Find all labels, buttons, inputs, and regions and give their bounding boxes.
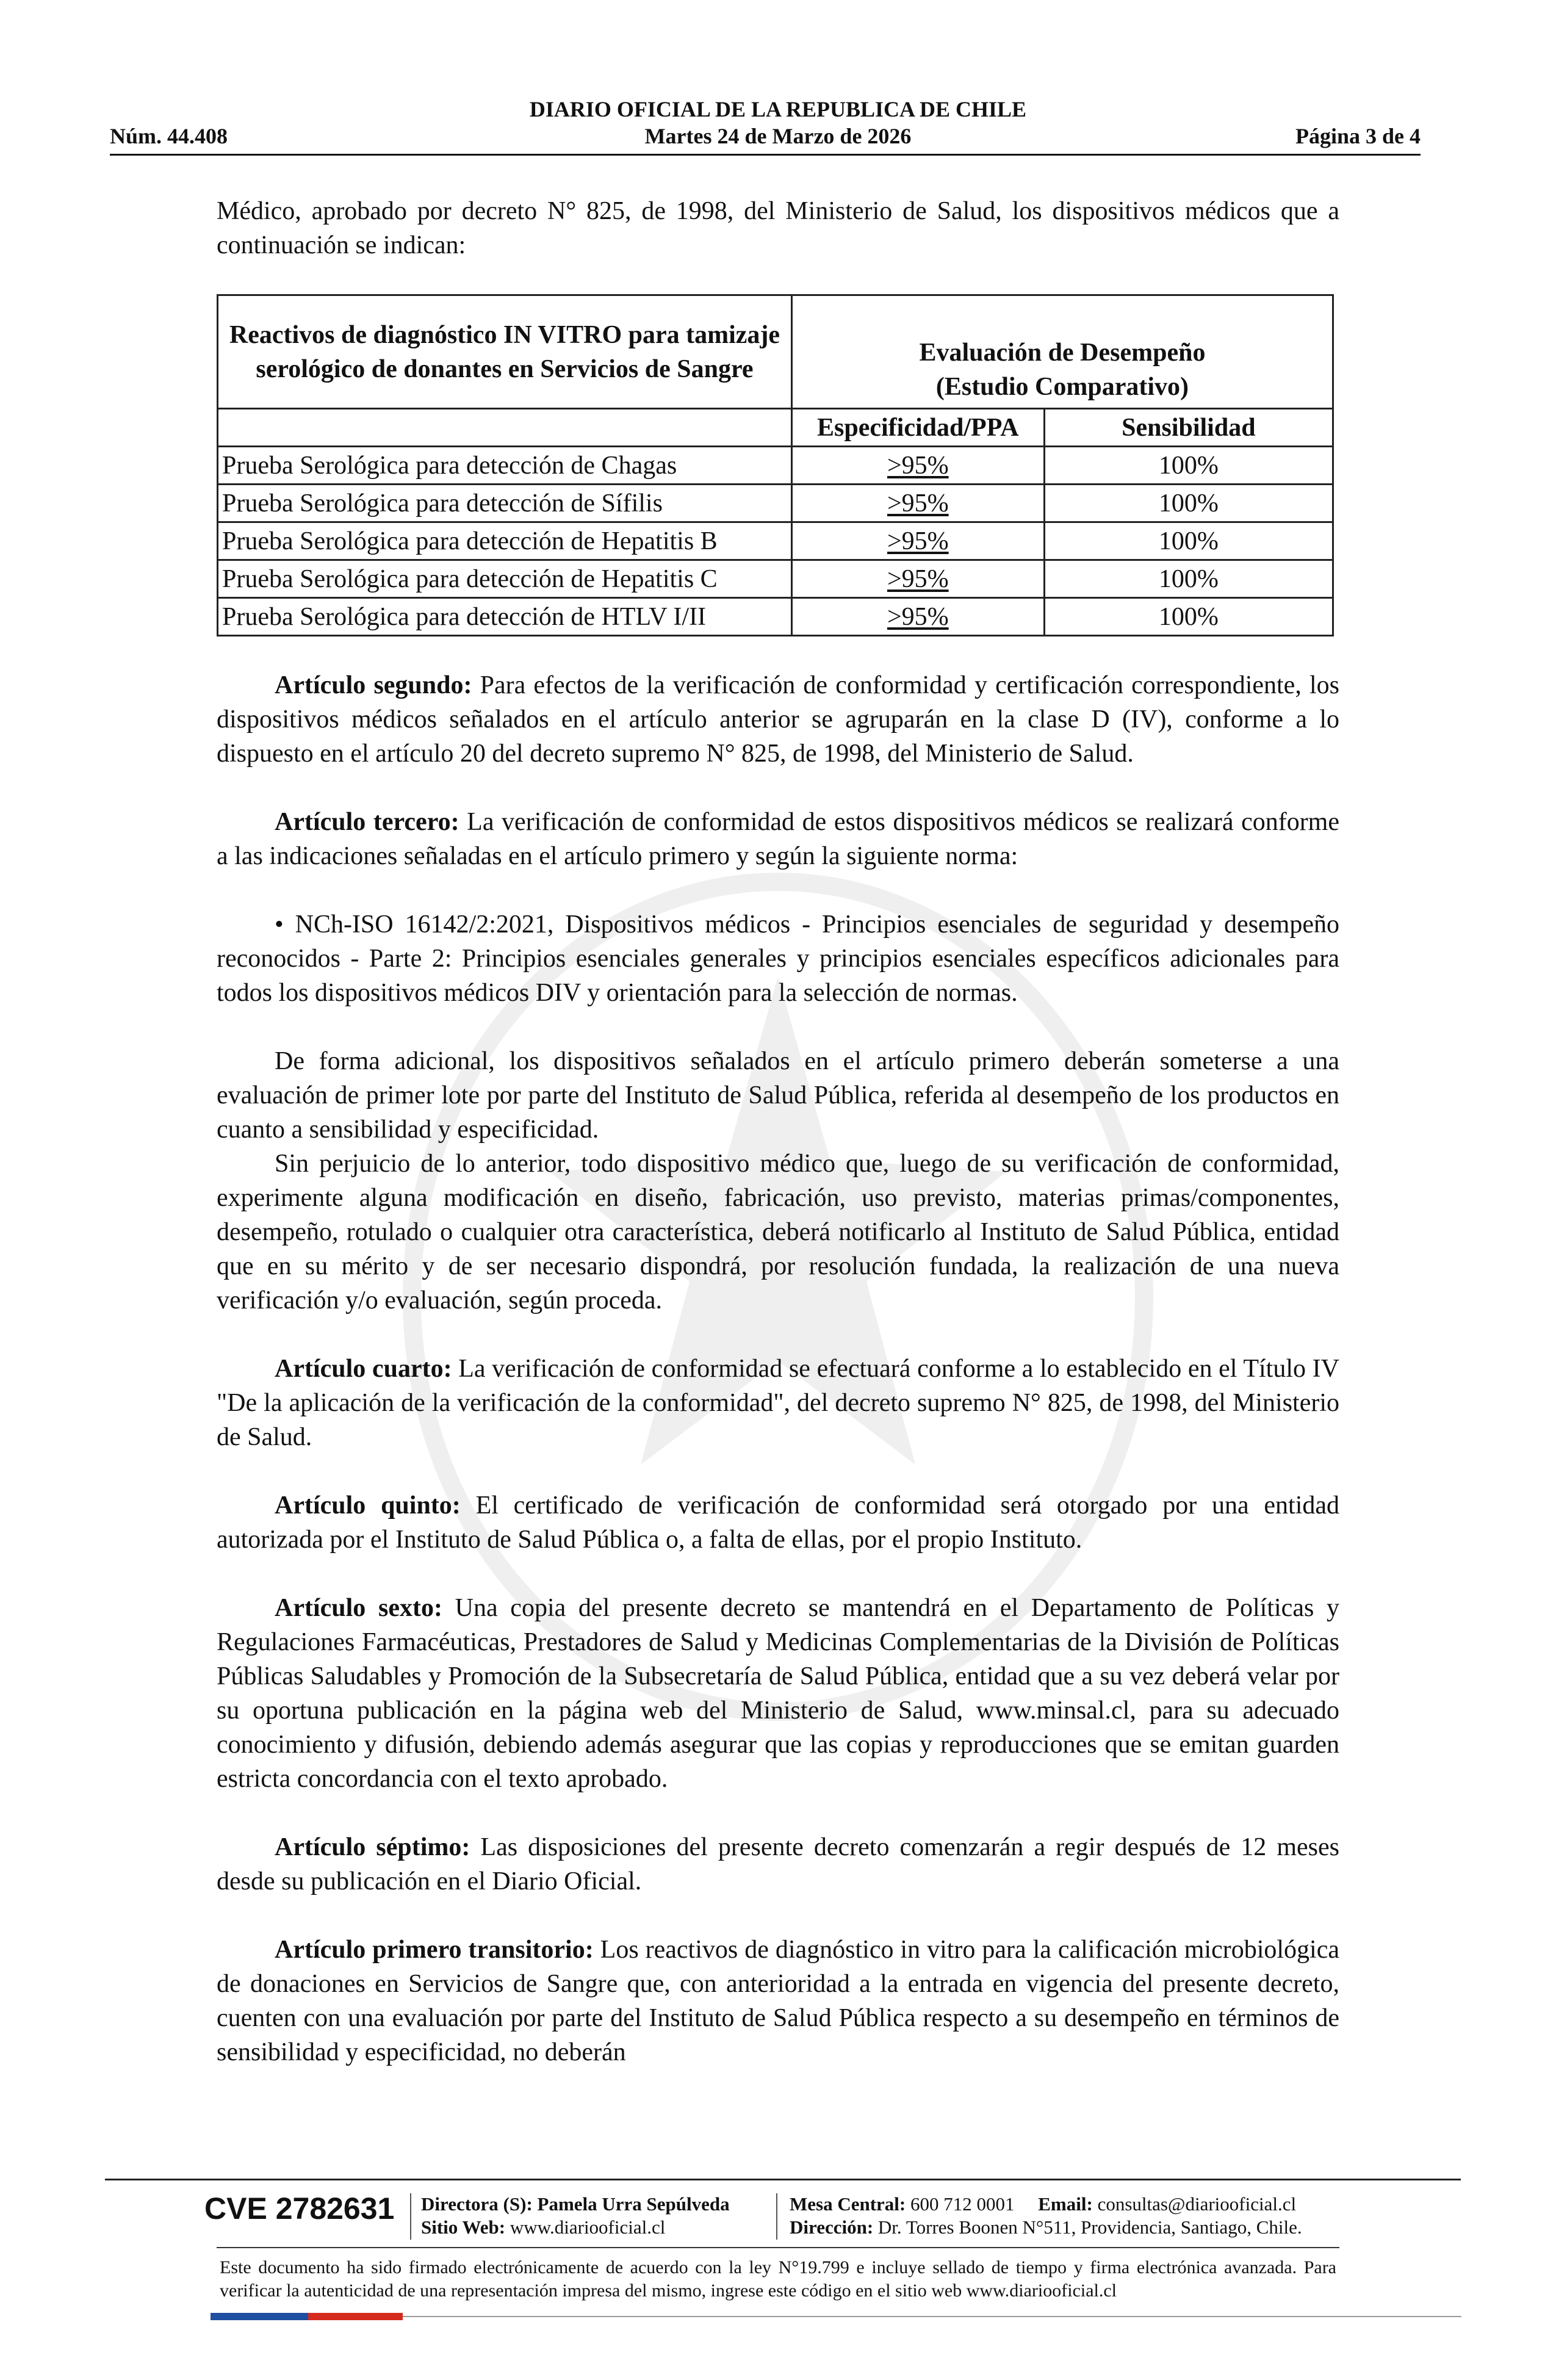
- flag-bar-red: [308, 2313, 403, 2320]
- intro-paragraph: [217, 194, 1339, 262]
- article-title: Artículo tercero:: [275, 808, 459, 836]
- article-tercero: [217, 805, 1339, 873]
- article-title: Artículo segundo:: [275, 671, 472, 699]
- col-header-sensitivity: Sensibilidad: [1044, 409, 1333, 447]
- table-row: [218, 522, 1333, 560]
- row-name: Prueba Serológica para detección de Chagas: [218, 447, 792, 485]
- article-septimo: [217, 1830, 1339, 1899]
- row-sensitivity: 100%: [1044, 522, 1333, 560]
- directora-name: Pamela Urra Sepúlveda: [537, 2193, 730, 2215]
- row-specificity: >95%: [791, 485, 1044, 522]
- row-sensitivity: 100%: [1044, 560, 1333, 598]
- flag-bar-blue: [211, 2313, 308, 2320]
- article-title: Artículo cuarto:: [275, 1355, 452, 1383]
- row-sensitivity: 100%: [1044, 598, 1333, 636]
- articles-body: [217, 668, 1339, 2069]
- row-specificity: >95%: [791, 560, 1044, 598]
- email-link[interactable]: consultas@diariooficial.cl: [1097, 2193, 1297, 2215]
- row-specificity: >95%: [791, 447, 1044, 485]
- col-header-evaluation: [791, 295, 1333, 409]
- article-quinto: [217, 1488, 1339, 1557]
- article-title: Artículo quinto:: [275, 1491, 461, 1520]
- article-text: La verificación de conformidad se efectuará conforme a lo establecido en el Título IV "De la aplicación de la verificación de la conformidad", del decreto supremo N° 825, de 1998, del Ministerio de Salud.: [217, 1355, 1339, 1451]
- empty-cell: [218, 409, 792, 447]
- mesa-value: 600 712 0001: [910, 2193, 1015, 2215]
- table-row: [218, 598, 1333, 636]
- article-text: Las disposiciones del presente decreto comenzarán a regir después de 12 meses desde su publicación en el Diario Oficial.: [217, 1833, 1339, 1895]
- reagents-table: [217, 294, 1334, 636]
- row-name: Prueba Serológica para detección de Hepatitis C: [218, 560, 792, 598]
- row-sensitivity: 100%: [1044, 485, 1333, 522]
- table-row: [218, 447, 1333, 485]
- header-rule: [110, 154, 1421, 156]
- row-name: Prueba Serológica para detección de Hepatitis B: [218, 522, 792, 560]
- footer-director: [421, 2193, 730, 2239]
- newspaper-title: DIARIO OFICIAL DE LA REPUBLICA DE CHILE: [529, 97, 1027, 121]
- direccion-value: Dr. Torres Boonen N°511, Providencia, Santiago, Chile.: [877, 2216, 1302, 2238]
- article-text: Para efectos de la verificación de conformidad y certificación correspondiente, los dispositivos médicos señalados en el artículo anterior se agruparán en la clase D (IV), conforme a lo dispuesto en el artículo 20 del decreto supremo N° 825, de 1998, del Ministerio de Salud.: [217, 671, 1339, 768]
- issue-date: Martes 24 de Marzo de 2026: [644, 124, 912, 148]
- article-text: La verificación de conformidad de estos dispositivos médicos se realizará conforme a las indicaciones señaladas en el artículo primero y según la siguiente norma:: [217, 808, 1339, 870]
- cve-code: CVE 2782631: [204, 2191, 395, 2226]
- footer-contact: [790, 2193, 1302, 2239]
- row-specificity: >95%: [791, 598, 1044, 636]
- footer-note: Este documento ha sido firmado electrónicamente de acuerdo con la ley N°19.799 e incluye sellado de tiempo y firma electrónica avanzada. Para verificar la autenticidad de una representación impresa del mismo, ingrese este código en el sitio web www.diariooficial.cl: [220, 2257, 1336, 2301]
- col-header-reagents: Reactivos de diagnóstico IN VITRO para tamizaje serológico de donantes en Servicios de Sangre: [218, 295, 792, 409]
- footer-rule: [105, 2179, 1461, 2180]
- standard-bullet: • NCh-ISO 16142/2:2021, Dispositivos médicos - Principios esenciales de seguridad y desempeño reconocidos - Parte 2: Principios esenciales generales y principios esenciales específicos adicionales para todos los dispositivos médicos DIV y orientación para la selección de normas.: [217, 911, 1339, 1007]
- direccion-label: Dirección:: [790, 2216, 874, 2238]
- row-name: Prueba Serológica para detección de HTLV I/II: [218, 598, 792, 636]
- table-row: [218, 560, 1333, 598]
- evaluation-header-line1: Evaluación de Desempeño: [919, 339, 1206, 367]
- mesa-label: Mesa Central:: [790, 2193, 906, 2215]
- sitio-label: Sitio Web:: [421, 2216, 506, 2238]
- article-text: El certificado de verificación de conformidad será otorgado por una entidad autorizada por el Instituto de Salud Pública o, a falta de ellas, por el propio Instituto.: [217, 1491, 1339, 1554]
- directora-label: Directora (S):: [421, 2193, 533, 2215]
- footer-separator: [410, 2193, 411, 2240]
- article-segundo: [217, 668, 1339, 771]
- article-text: Los reactivos de diagnóstico in vitro para la calificación microbiológica de donaciones en Servicios de Sangre que, con anterioridad a la entrada en vigencia del presente decreto, cuenten con una evaluación por parte del Instituto de Salud Pública respecto a su desempeño en términos de sensibilidad y especificidad, no deberán: [217, 1936, 1339, 2066]
- article-text: Una copia del presente decreto se mantendrá en el Departamento de Políticas y Regulaciones Farmacéuticas, Prestadores de Salud y Medicinas Complementarias de la División de Políticas Públicas Saludables y Promoción de la Subsecretaría de Salud Pública, entidad que a su vez deberá velar por su oportuna publicación en la página web del Ministerio de Salud, www.minsal.cl, para su adecuado conocimiento y difusión, debiendo además asegurar que las copias y reproducciones que se emitan guarden estricta concordancia con el texto aprobado.: [217, 1594, 1339, 1793]
- evaluation-header-line2: (Estudio Comparativo): [935, 373, 1189, 401]
- paragraph-perjuicio: Sin perjuicio de lo anterior, todo dispositivo médico que, luego de su verificación de conformidad, experimente alguna modificación en diseño, fabricación, uso previsto, materias primas/componentes, desempeño, rotulado o cualquier otra característica, deberá notificarlo al Instituto de Salud Pública, entidad que en su mérito y de ser necesario dispondrá, por resolución fundada, la realización de una nueva verificación y/o evaluación, según proceda.: [217, 1150, 1339, 1314]
- issue-number: Núm. 44.408: [110, 124, 228, 148]
- article-transitorio: [217, 1933, 1339, 2069]
- footer-separator: [776, 2193, 777, 2240]
- row-name: Prueba Serológica para detección de Sífilis: [218, 485, 792, 522]
- article-cuarto: [217, 1352, 1339, 1454]
- col-header-specificity: Especificidad/PPA: [791, 409, 1044, 447]
- table-row: [218, 485, 1333, 522]
- article-title: Artículo primero transitorio:: [275, 1936, 594, 1964]
- paragraph-adicional: De forma adicional, los dispositivos señalados en el artículo primero deberán someterse a una evaluación de primer lote por parte del Instituto de Salud Pública, referida al desempeño de los productos en cuanto a sensibilidad y especificidad.: [217, 1047, 1339, 1144]
- intro-text: Médico, aprobado por decreto N° 825, de 1998, del Ministerio de Salud, los dispositivos médicos que a continuación se indican:: [217, 197, 1339, 259]
- row-sensitivity: 100%: [1044, 447, 1333, 485]
- article-title: Artículo séptimo:: [275, 1833, 470, 1861]
- row-specificity: >95%: [791, 522, 1044, 560]
- page-number: Página 3 de 4: [1295, 124, 1421, 148]
- article-sexto: [217, 1591, 1339, 1796]
- email-label: Email:: [1038, 2193, 1093, 2215]
- footer-bottom-rule: [403, 2316, 1461, 2317]
- article-title: Artículo sexto:: [275, 1594, 442, 1622]
- sitio-link[interactable]: www.diariooficial.cl: [510, 2216, 666, 2238]
- footer-inner-rule: [217, 2247, 1339, 2248]
